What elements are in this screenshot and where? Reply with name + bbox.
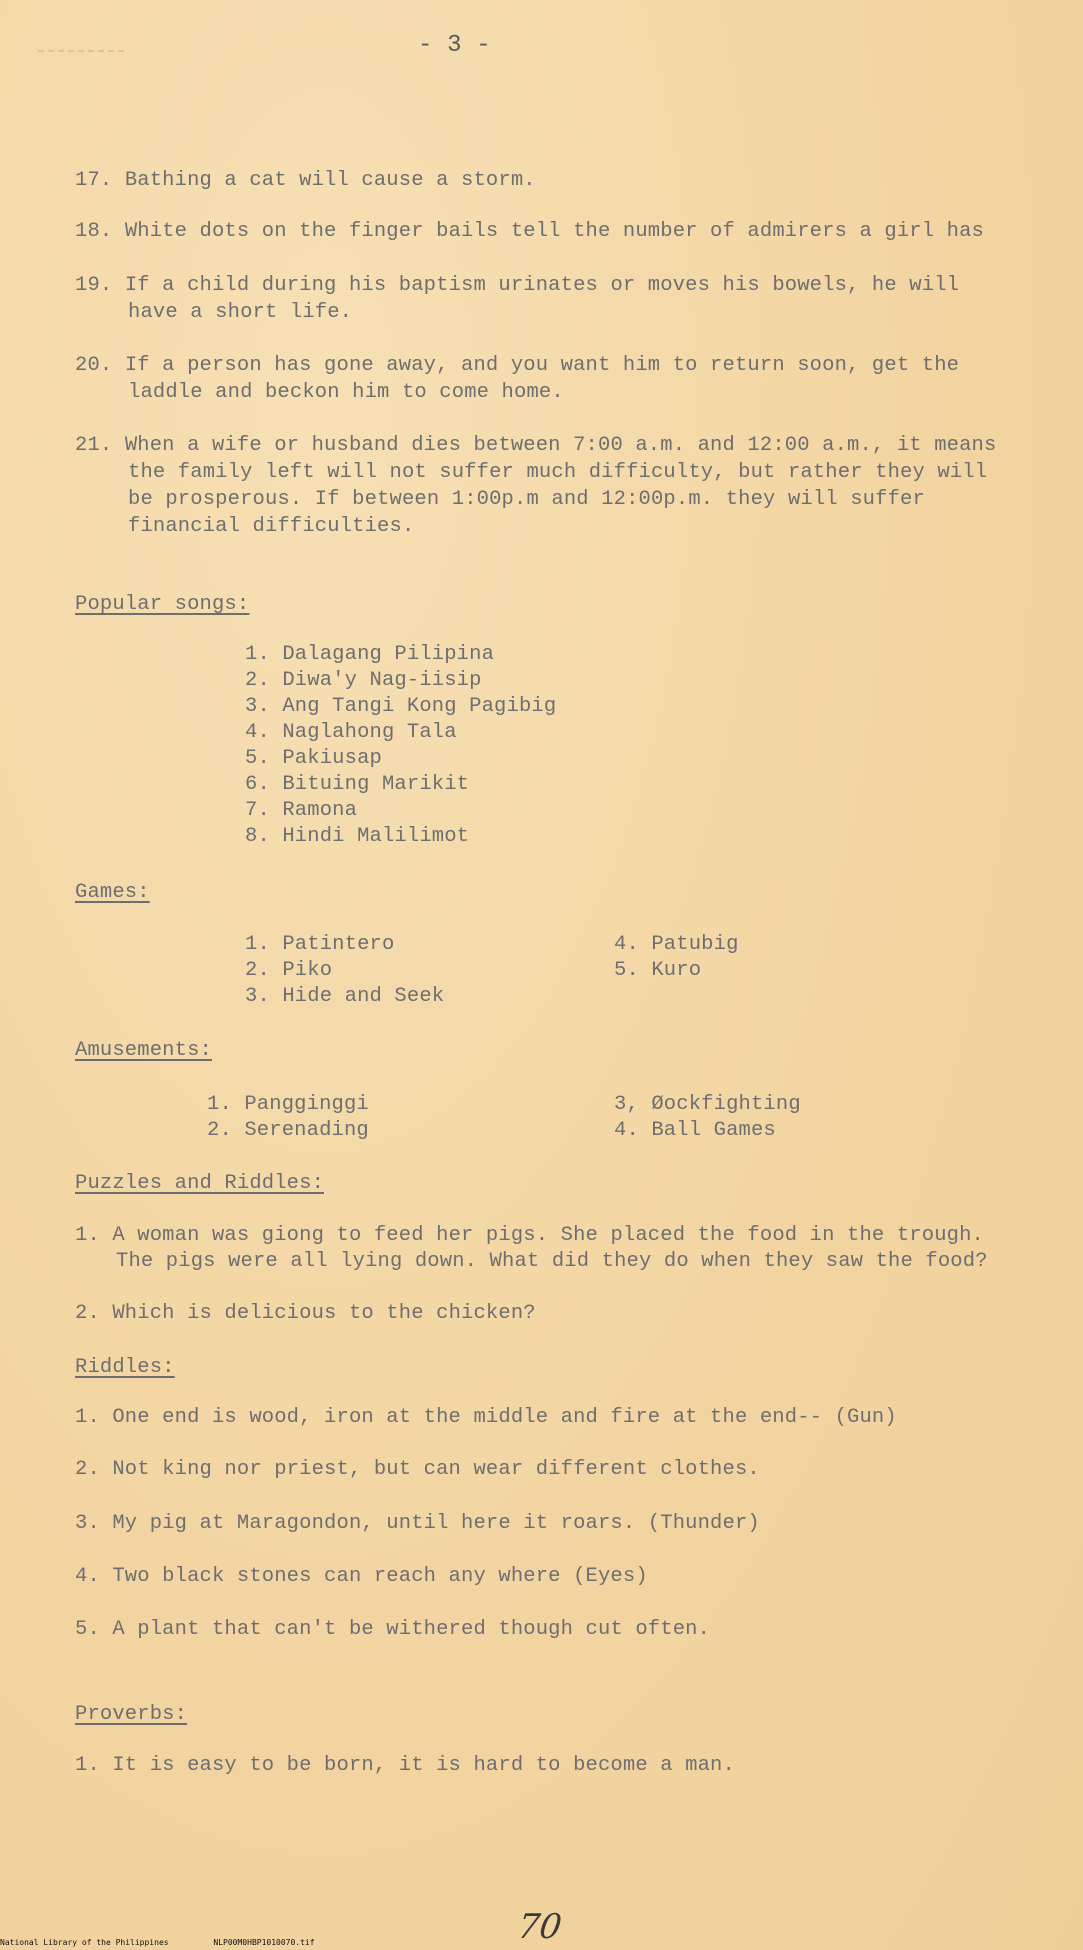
amusement-item: 2. Serenading <box>207 1119 369 1142</box>
item-number: 21. <box>75 434 113 457</box>
game-item: 2. Piko <box>245 959 333 982</box>
footer-file: NLP00M0HBP1010070.tif <box>213 1938 315 1947</box>
item-continuation: laddle and beckon him to come home. <box>128 381 564 404</box>
riddle-item: 5. A plant that can't be withered though cut often. <box>75 1618 711 1641</box>
song-item: 3. Ang Tangi Kong Pagibig <box>245 695 557 718</box>
item-continuation: financial difficulties. <box>128 515 415 538</box>
item-text: Which is delicious to the chicken? <box>112 1302 536 1325</box>
superstition-item <box>75 352 959 379</box>
riddle-item: 2. Not king nor priest, but can wear different clothes. <box>75 1458 760 1481</box>
item-text: A woman was giong to feed her pigs. She placed the food in the trough. <box>112 1224 984 1247</box>
amusement-item: 3, Øockfighting <box>614 1093 801 1116</box>
superstition-item <box>75 218 984 245</box>
item-continuation: the family left will not suffer much difficulty, but rather they will <box>128 461 988 484</box>
footer-library: National Library of the Philippines <box>0 1938 169 1947</box>
item-number: 2. <box>75 1302 100 1325</box>
song-item: 2. Diwa'y Nag-iisip <box>245 669 482 692</box>
proverbs-heading: Proverbs: <box>75 1703 188 1726</box>
song-item: 4. Naglahong Tala <box>245 721 457 744</box>
superstition-item <box>75 272 959 299</box>
game-item: 1. Patintero <box>245 933 395 956</box>
song-item: 6. Bituing Marikit <box>245 773 470 796</box>
game-item: 5. Kuro <box>614 959 702 982</box>
item-number: 19. <box>75 274 113 297</box>
scan-footer <box>0 1938 355 1947</box>
song-item: 8. Hindi Malilimot <box>245 825 470 848</box>
item-continuation: have a short life. <box>128 301 353 324</box>
item-text: White dots on the finger bails tell the number of admirers a girl has <box>124 220 985 243</box>
item-continuation: be prosperous. If between 1:00p.m and 12:00p.m. they will suffer <box>128 488 925 511</box>
superstition-item <box>75 167 536 194</box>
popular-songs-heading: Popular songs: <box>75 593 250 616</box>
item-text: If a person has gone away, and you want him to return soon, get the <box>124 354 960 377</box>
riddles-heading: Riddles: <box>75 1356 175 1379</box>
item-continuation: The pigs were all lying down. What did they do when they saw the food? <box>116 1250 988 1273</box>
proverb-item: 1. It is easy to be born, it is hard to become a man. <box>75 1754 735 1777</box>
item-number: 20. <box>75 354 113 377</box>
page-number: - 3 - <box>418 32 491 59</box>
game-item: 4. Patubig <box>614 933 739 956</box>
puzzles-heading: Puzzles and Riddles: <box>75 1172 325 1195</box>
riddle-item: 1. One end is wood, iron at the middle and fire at the end-- (Gun) <box>75 1406 897 1429</box>
song-item: 7. Ramona <box>245 799 358 822</box>
item-text: If a child during his baptism urinates or moves his bowels, he will <box>124 274 960 297</box>
item-text: When a wife or husband dies between 7:00 a.m. and 12:00 a.m., it means <box>124 434 997 457</box>
paper-smudge <box>38 50 124 55</box>
puzzle-item <box>75 1222 984 1249</box>
game-item: 3. Hide and Seek <box>245 985 445 1008</box>
superstition-item <box>75 432 996 459</box>
item-number: 18. <box>75 220 113 243</box>
amusement-item: 1. Pangginggi <box>207 1093 369 1116</box>
riddle-item: 4. Two black stones can reach any where (Eyes) <box>75 1565 648 1588</box>
song-item: 1. Dalagang Pilipina <box>245 643 495 666</box>
song-item: 5. Pakiusap <box>245 747 382 770</box>
item-number: 1. <box>75 1224 100 1247</box>
item-number: 17. <box>75 169 113 192</box>
item-text: Bathing a cat will cause a storm. <box>124 169 536 192</box>
handwritten-page-number: 70 <box>515 1907 565 1947</box>
games-heading: Games: <box>75 881 150 904</box>
amusement-item: 4. Ball Games <box>614 1119 776 1142</box>
riddle-item: 3. My pig at Maragondon, until here it roars. (Thunder) <box>75 1512 760 1535</box>
puzzle-item <box>75 1300 536 1327</box>
amusements-heading: Amusements: <box>75 1039 212 1062</box>
